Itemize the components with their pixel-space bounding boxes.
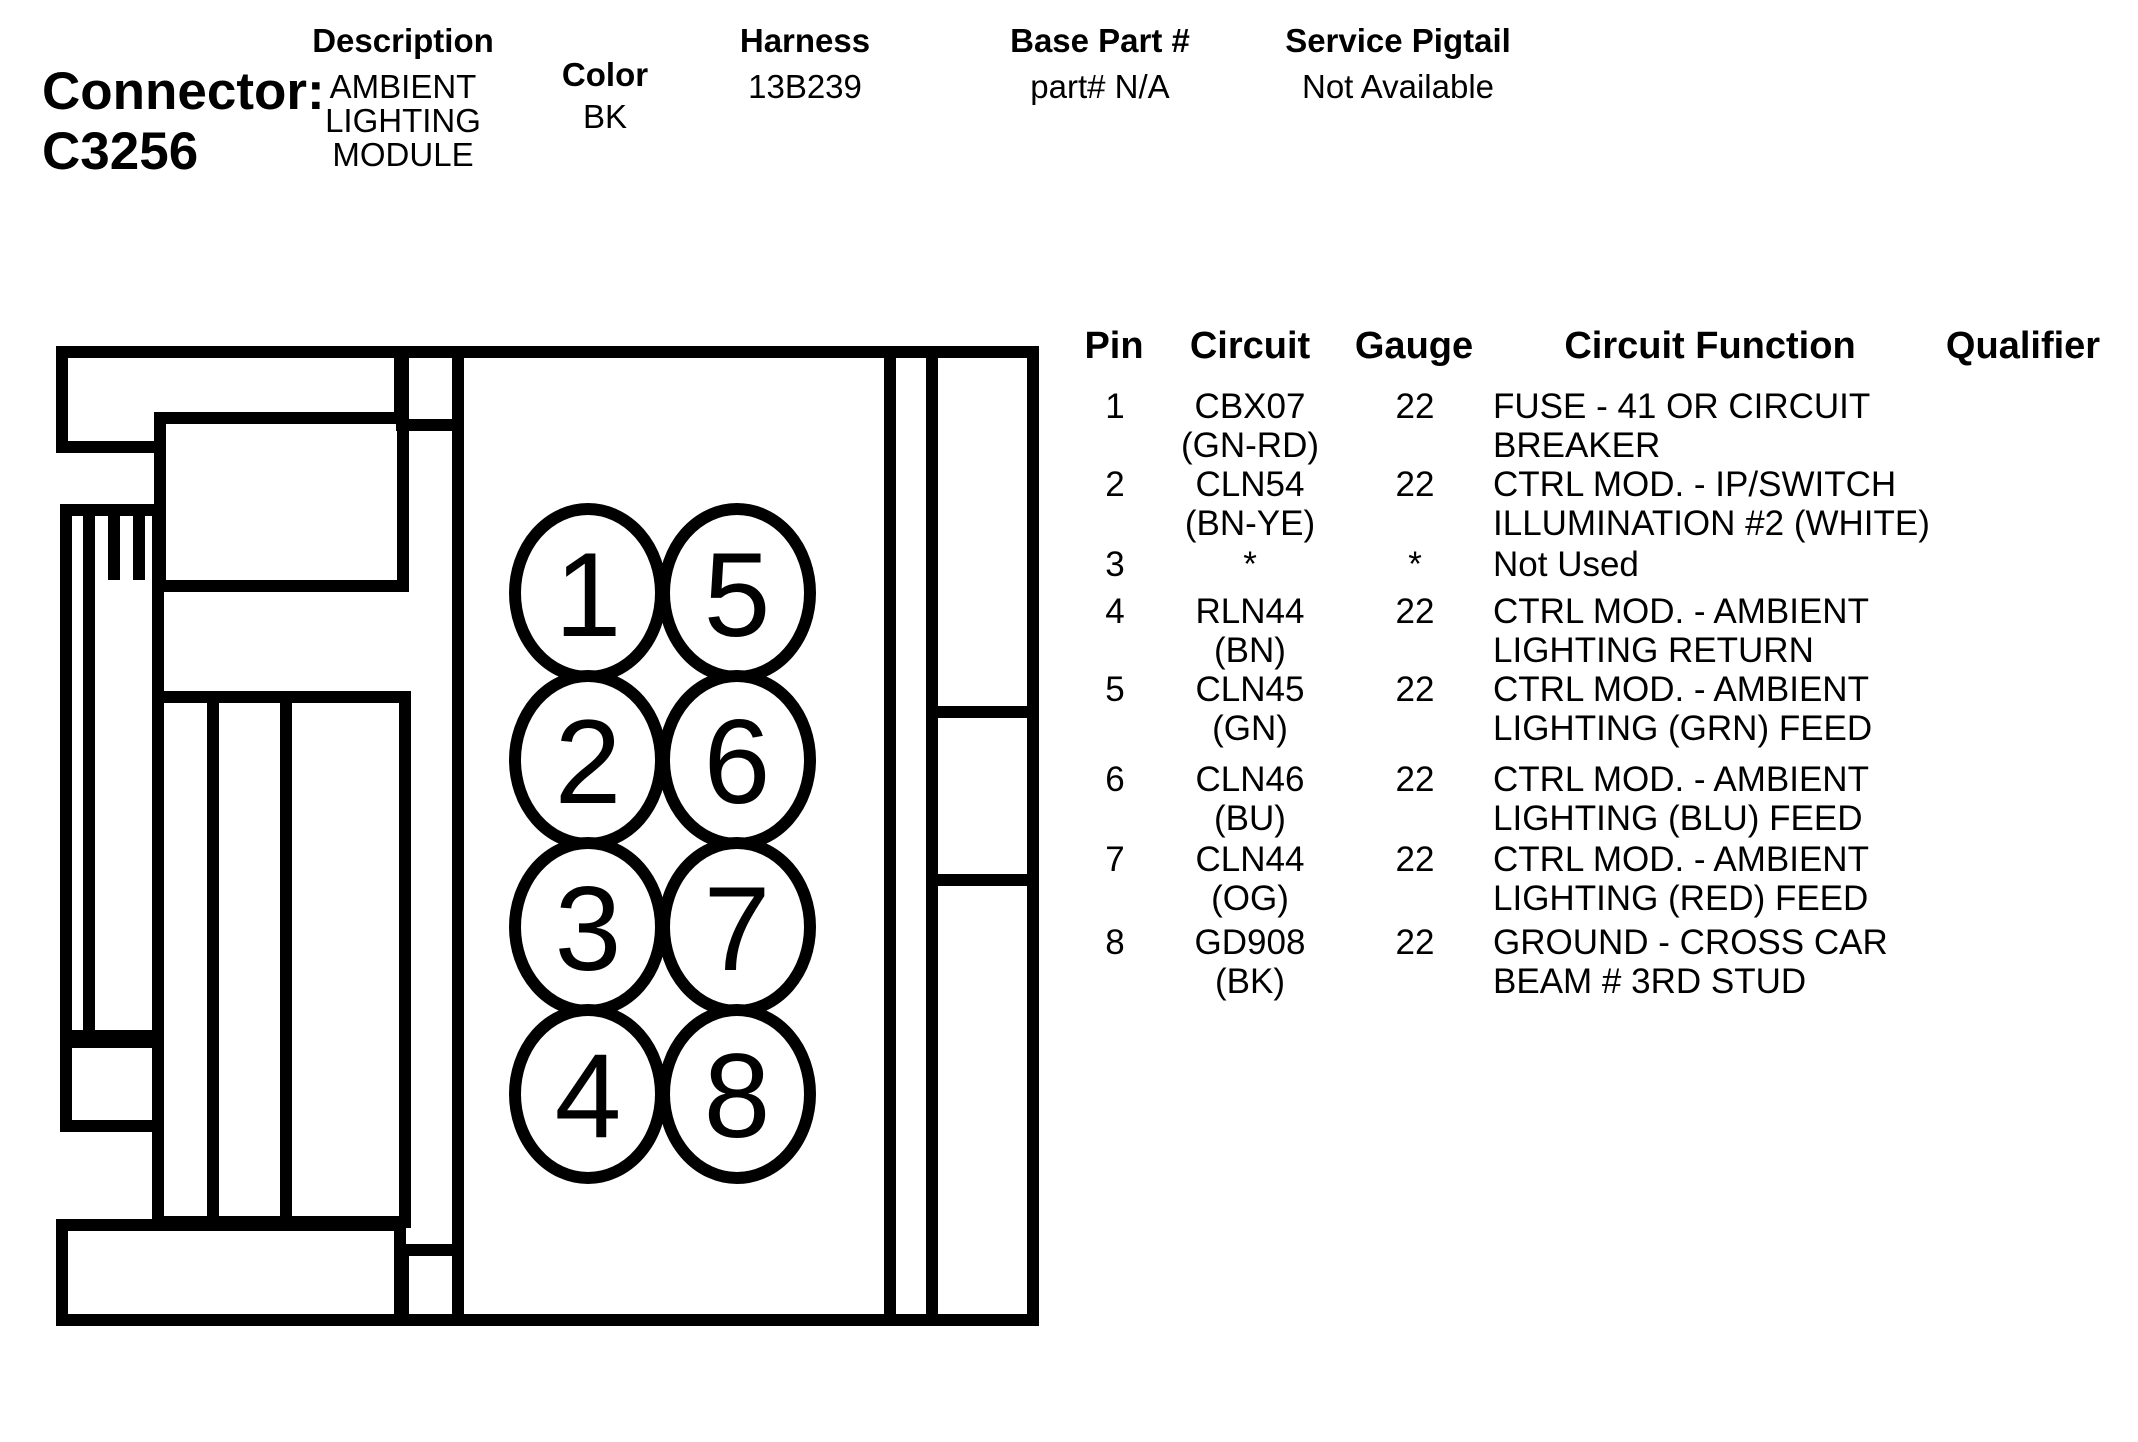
cell-circuit: CBX07 (GN-RD) xyxy=(1180,387,1320,465)
connector-id: C3256 xyxy=(42,122,199,181)
column-header-circuit: Circuit xyxy=(1189,325,1311,367)
cell-pin: 5 xyxy=(1105,670,1125,709)
cell-gauge: 22 xyxy=(1395,760,1435,799)
cell-circuit-function: CTRL MOD. - IP/SWITCH ILLUMINATION #2 (WHITE) xyxy=(1493,465,1930,543)
cell-gauge: * xyxy=(1408,545,1422,584)
service-pigtail-value: Not Available xyxy=(1301,68,1495,105)
base-part-label: Base Part # xyxy=(1010,22,1190,59)
cell-circuit-function: CTRL MOD. - AMBIENT LIGHTING (GRN) FEED xyxy=(1493,670,1873,748)
color-value: BK xyxy=(582,98,628,135)
color-label: Color xyxy=(561,56,649,93)
cell-circuit-function: CTRL MOD. - AMBIENT LIGHTING (BLU) FEED xyxy=(1493,760,1869,838)
cell-circuit: CLN44 (OG) xyxy=(1195,840,1305,918)
description-label: Description xyxy=(312,22,494,59)
cell-pin: 8 xyxy=(1105,923,1125,962)
housing-bottom-tab xyxy=(62,1225,400,1320)
cell-pin: 7 xyxy=(1105,840,1125,879)
cell-pin: 4 xyxy=(1105,592,1125,631)
connector-label: Connector: xyxy=(42,62,325,121)
cell-circuit: GD908 (BK) xyxy=(1194,923,1306,1001)
cell-circuit: CLN45 (GN) xyxy=(1195,670,1305,748)
cell-gauge: 22 xyxy=(1395,840,1435,879)
cell-circuit-function: CTRL MOD. - AMBIENT LIGHTING (RED) FEED xyxy=(1493,840,1869,918)
cell-pin: 3 xyxy=(1105,545,1125,584)
pin-number: 5 xyxy=(703,528,771,662)
cell-pin: 1 xyxy=(1105,387,1125,426)
column-header-pin: Pin xyxy=(1084,325,1144,367)
housing-right-wall xyxy=(890,352,932,1320)
pin-number: 8 xyxy=(703,1029,771,1163)
pin-number: 6 xyxy=(703,695,771,829)
cell-gauge: 22 xyxy=(1395,670,1435,709)
cell-gauge: 22 xyxy=(1395,592,1435,631)
pin-number: 1 xyxy=(554,528,622,662)
column-header-function: Circuit Function xyxy=(1564,325,1856,367)
cell-circuit: * xyxy=(1243,545,1257,584)
cell-gauge: 22 xyxy=(1395,465,1435,504)
column-header-gauge: Gauge xyxy=(1354,325,1474,367)
cell-circuit-function: GROUND - CROSS CAR BEAM # 3RD STUD xyxy=(1493,923,1888,1001)
base-part-value: part# N/A xyxy=(1030,68,1170,105)
cell-gauge: 22 xyxy=(1395,387,1435,426)
harness-value: 13B239 xyxy=(748,68,862,105)
cell-circuit: CLN46 (BU) xyxy=(1195,760,1305,838)
housing-upper-step xyxy=(160,418,403,586)
cell-circuit-function: CTRL MOD. - AMBIENT LIGHTING RETURN xyxy=(1493,592,1869,670)
column-header-qualifier: Qualifier xyxy=(1945,325,2101,367)
housing-lower-cell xyxy=(66,1042,158,1126)
service-pigtail-label: Service Pigtail xyxy=(1285,22,1511,59)
pin-number: 3 xyxy=(554,862,622,996)
cell-circuit: CLN54 (BN-YE) xyxy=(1184,465,1316,543)
cell-pin: 6 xyxy=(1105,760,1125,799)
cell-circuit: RLN44 (BN) xyxy=(1195,592,1305,670)
pin-number: 4 xyxy=(554,1029,622,1163)
description-line: LIGHTING xyxy=(325,102,481,139)
cell-circuit-function: FUSE - 41 OR CIRCUIT BREAKER xyxy=(1493,387,1871,465)
cell-circuit-function: Not Used xyxy=(1493,545,1639,584)
harness-label: Harness xyxy=(739,22,871,59)
housing-right-tabs xyxy=(932,352,1033,1320)
housing-left-block xyxy=(66,510,158,1036)
description-line: MODULE xyxy=(332,136,474,173)
description-line: AMBIENT xyxy=(329,68,477,105)
cell-pin: 2 xyxy=(1105,465,1125,504)
cell-gauge: 22 xyxy=(1395,923,1435,962)
pin-number: 2 xyxy=(554,695,622,829)
pin-number: 7 xyxy=(703,862,771,996)
pin-cavity xyxy=(458,352,890,1320)
